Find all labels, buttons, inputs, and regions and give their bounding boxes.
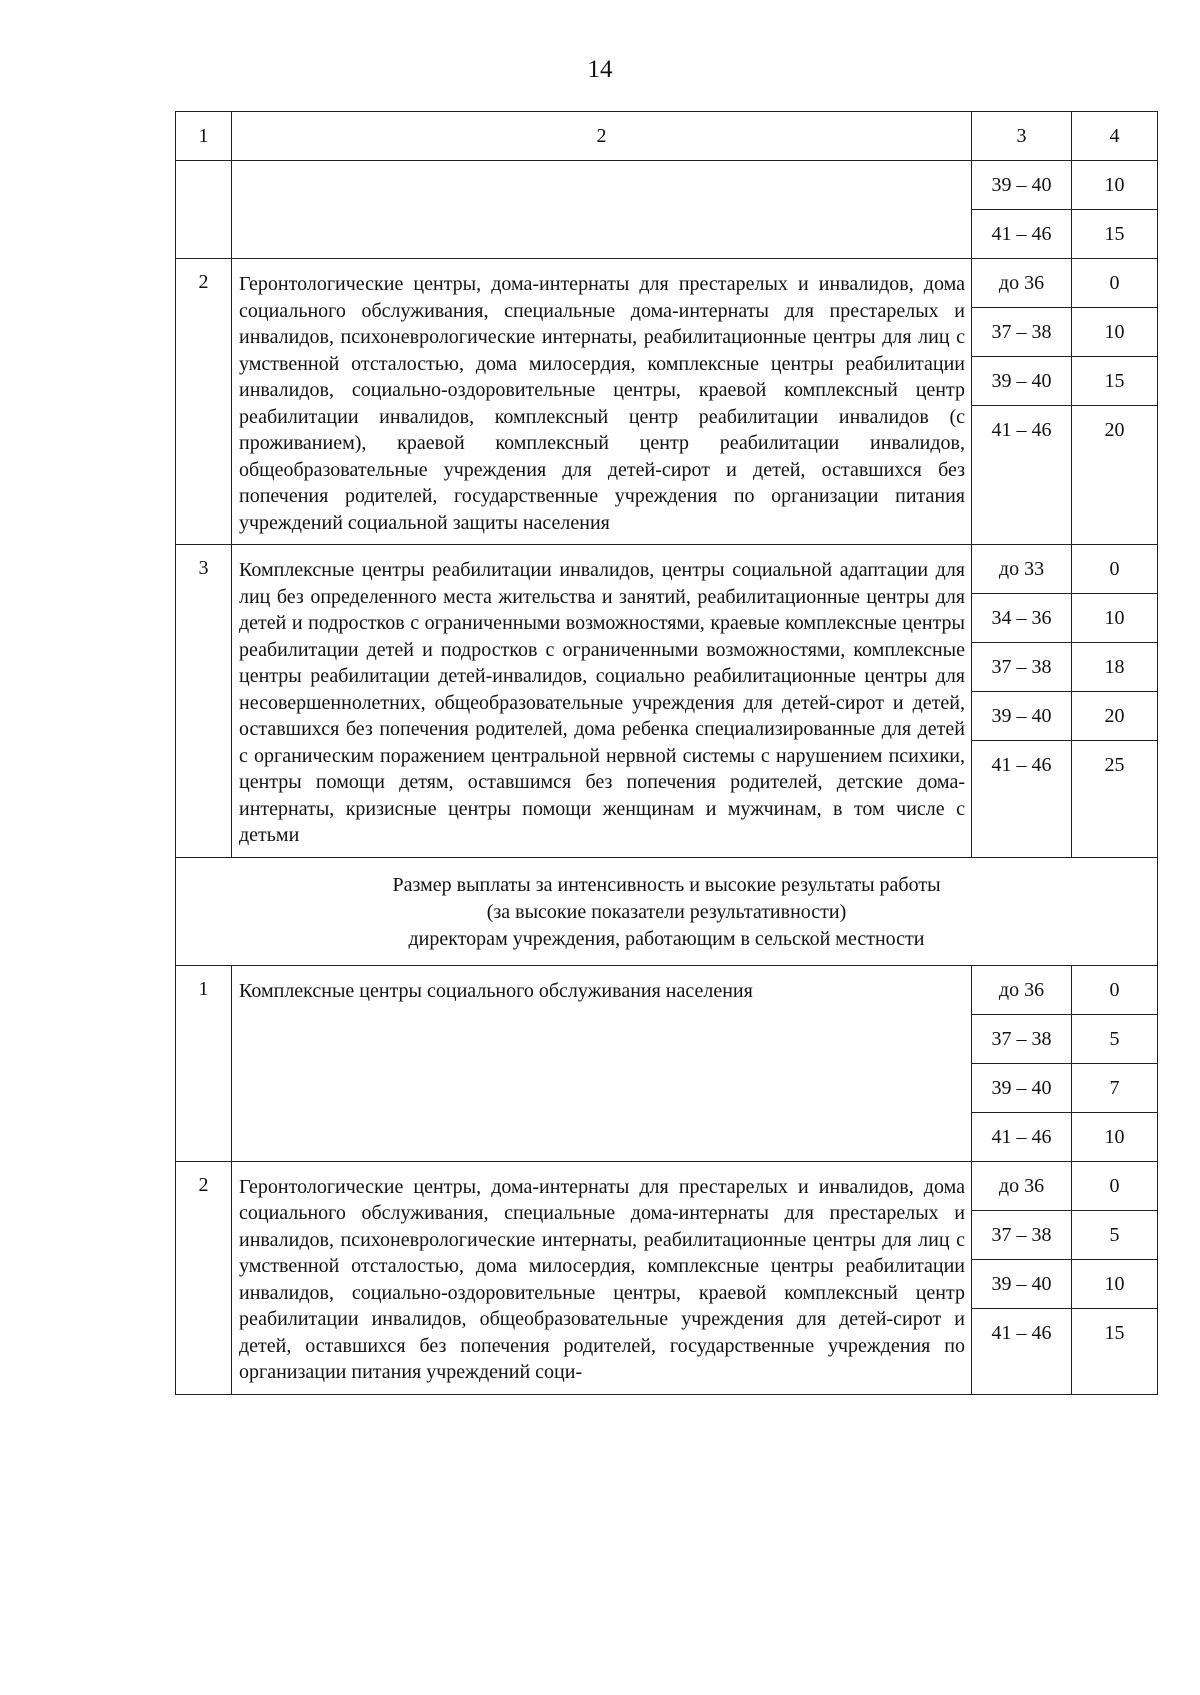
range-cell: до 36	[972, 259, 1071, 308]
range-cell: 37 – 38	[972, 643, 1071, 692]
range-cell: до 36	[972, 1162, 1071, 1211]
value-cell: 10	[1104, 1125, 1125, 1148]
section-title-row	[176, 857, 1158, 965]
value-cell: 15	[1104, 1321, 1125, 1344]
range-cell: 39 – 40	[972, 1260, 1071, 1309]
table-row	[176, 259, 1158, 545]
range-cell: 41 – 46	[991, 1321, 1052, 1344]
range-cell: 39 – 40	[972, 357, 1071, 406]
value-cell: 0	[1072, 966, 1157, 1015]
table-row	[176, 545, 1158, 858]
range-cell: до 36	[972, 966, 1071, 1015]
page-number: 14	[587, 56, 613, 83]
range-cell: 37 – 38	[972, 1211, 1071, 1260]
allowance-table	[175, 111, 1158, 1395]
table-row	[176, 965, 1158, 1161]
row-number: 1	[176, 965, 232, 1161]
value-cell: 10	[1072, 594, 1157, 643]
value-cell: 7	[1072, 1064, 1157, 1113]
value-cell: 25	[1104, 754, 1125, 776]
table-row	[176, 1161, 1158, 1394]
value-cell: 5	[1072, 1211, 1157, 1260]
value-cell: 10	[1072, 161, 1157, 210]
rows-group-a	[176, 259, 1158, 858]
row-number: 2	[176, 1161, 232, 1394]
table-header-row	[176, 112, 1158, 161]
value-cell: 0	[1072, 1162, 1157, 1211]
column-header: 3	[972, 112, 1072, 161]
institution-description: Геронтологические центры, дома-интернаты для престарелых и инвалидов, дома социального обслуживания, специальные дома-интернаты для престарелых и инвалидов, психоневрологические интернаты, реабилитационные центры для лиц с умственной отсталостью, дома милосердия, комплексные центры реабилитации инвалидов, социально-оздоровительные центры, краевой комплексный центр реабилитации инвалидов, общеобразовательные учреждения для детей-сирот и детей, оставшихся без попечения родителей, государственные учреждения по организации питания учреждений соци-	[232, 1161, 972, 1394]
row-number: 3	[176, 545, 232, 858]
section-title-line: директорам учреждения, работающим в сельской местности	[408, 927, 925, 950]
rows-group-b	[176, 965, 1158, 1394]
range-cell: 41 – 46	[991, 754, 1052, 776]
section-title-line: (за высокие показатели результативности)	[486, 900, 847, 923]
range-cell: до 33	[972, 545, 1071, 594]
value-cell: 20	[1072, 692, 1157, 741]
range-cell: 39 – 40	[972, 161, 1071, 210]
range-cell: 41 – 46	[991, 1125, 1052, 1148]
section-title-line: Размер выплаты за интенсивность и высокие результаты работы	[392, 873, 941, 896]
value-cell: 5	[1072, 1015, 1157, 1064]
value-cell: 15	[1104, 223, 1125, 245]
column-header: 1	[176, 112, 232, 161]
column-header: 2	[232, 112, 972, 161]
range-cell: 37 – 38	[972, 308, 1071, 357]
value-cell: 20	[1104, 419, 1125, 441]
range-cell: 37 – 38	[972, 1015, 1071, 1064]
range-cell: 39 – 40	[972, 692, 1071, 741]
value-cell: 10	[1072, 1260, 1157, 1309]
range-cell: 39 – 40	[972, 1064, 1071, 1113]
row-number: 2	[176, 259, 232, 545]
value-cell: 15	[1072, 357, 1157, 406]
value-cell: 0	[1072, 545, 1157, 594]
column-header: 4	[1072, 112, 1158, 161]
institution-description: Комплексные центры реабилитации инвалидов, центры социальной адаптации для лиц без определенного места жительства и занятий, реабилитационные центры для детей и подростков с ограниченными возможностями, краевые комплексные центры реабилитации детей и подростков с ограниченными возможностями, комплексные центры реабилитации детей-инвалидов, социально реабилитационные центры для несовершеннолетних, общеобразовательные учреждения для детей-сирот и детей, оставшихся без попечения родителей, дома ребенка специализированные для детей с органическим поражением центральной нервной системы с нарушением психики, центры помощи детям, оставшимся без попечения родителей, детские дома-интернаты, кризисные центры помощи женщинам и мужчинам, в том числе с детьми	[232, 545, 972, 858]
institution-description: Комплексные центры социального обслуживания населения	[232, 965, 972, 1161]
institution-description: Геронтологические центры, дома-интернаты для престарелых и инвалидов, дома социального обслуживания, специальные дома-интернаты для престарелых и инвалидов, психоневрологические интернаты, реабилитационные центры для лиц с умственной отсталостью, дома милосердия, комплексные центры реабилитации инвалидов, социально-оздоровительные центры, краевой комплексный центр реабилитации инвалидов, комплексный центр реабилитации инвалидов (с проживанием), краевой комплексный центр реабилитации инвалидов, общеобразовательные учреждения для детей-сирот и детей, оставшихся без попечения родителей, государственные учреждения по организации питания учреждений социальной защиты населения	[232, 259, 972, 545]
continuation-row	[176, 161, 1158, 259]
value-cell: 10	[1072, 308, 1157, 357]
range-cell: 34 – 36	[972, 594, 1071, 643]
range-cell: 41 – 46	[991, 419, 1052, 441]
value-cell: 18	[1072, 643, 1157, 692]
value-cell: 0	[1072, 259, 1157, 308]
range-cell: 41 – 46	[991, 223, 1052, 245]
